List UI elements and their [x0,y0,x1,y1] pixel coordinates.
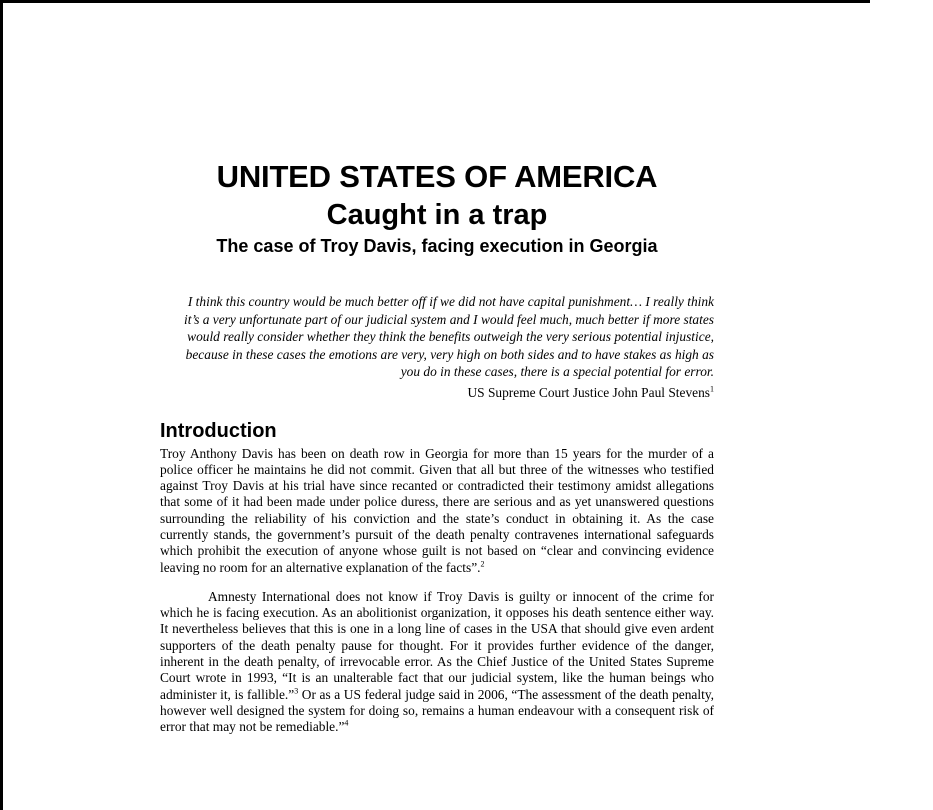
body-paragraph-1 [160,446,714,576]
document-title: UNITED STATES OF AMERICA [216,159,658,194]
paragraph-2-text-a: Amnesty International does not know if Troy Davis is guilty or innocent of the crime for which he is facing execution. As an abolitionist organization, it opposes his death sentence either way. It nevertheless believes that this is one in a long line of cases in the USA that should give even ardent supporters of the death penalty pause for thought. For it provides further evidence of the danger, inherent in the death penalty, of irrevocable error. As the Chief Justice of the United States Supreme Court wrote in 1993, “It is an unalterable fact that our judicial system, like the human beings who administer it, is fallible.” [160,588,714,702]
paragraph-1-text: Troy Anthony Davis has been on death row in Georgia for more than 15 years for the murder of a police officer he maintains he did not commit. Given that all but three of the witnesses who testified against Troy Davis at his trial have since recanted or contradicted their testimony amidst allegations that some of it had been made under police duress, there are serious and as yet unanswered questions surrounding the reliability of his conviction and the state’s conduct in obtaining it. As the case currently stands, the government’s pursuit of the death penalty contravenes international safeguards which prohibit the execution of anyone whose guilt is not based on “clear and convincing evidence leaving no room for an alternative explanation of the facts”. [160,445,714,575]
body-paragraph-2 [160,589,714,736]
viewer-frame-top [0,0,870,3]
footnote-ref-3: 3 [294,686,299,696]
paragraph-2-text-b: Or as a US federal judge said in 2006, “The assessment of the death penalty, however well designed the system for doing so, remains a human endeavour with a consequent risk of error that may not be remediable.” [160,686,714,735]
document-page [160,158,714,736]
document-subtitle: Caught in a trap [326,199,548,231]
attribution-text: US Supreme Court Justice John Paul Stevens [467,384,710,400]
footnote-ref-4: 4 [344,718,349,728]
epigraph-attribution [160,384,714,402]
epigraph-quote: I think this country would be much better off if we did not have capital punishment… I really think it’s a very unfortunate part of our judicial system and I would feel much, much better if more states would really consider whether they think the benefits outweigh the very serious potential injustice, because in these cases the emotions are very, very high on both sides and to have stakes as high as you do in these cases, there is a special potential for error. [184,294,714,379]
section-heading-introduction: Introduction [160,419,277,442]
footnote-ref-2: 2 [480,559,485,569]
footnote-ref-1: 1 [710,384,714,394]
document-subtitle-secondary: The case of Troy Davis, facing execution in Georgia [216,236,658,256]
viewer-frame-left [0,0,3,810]
